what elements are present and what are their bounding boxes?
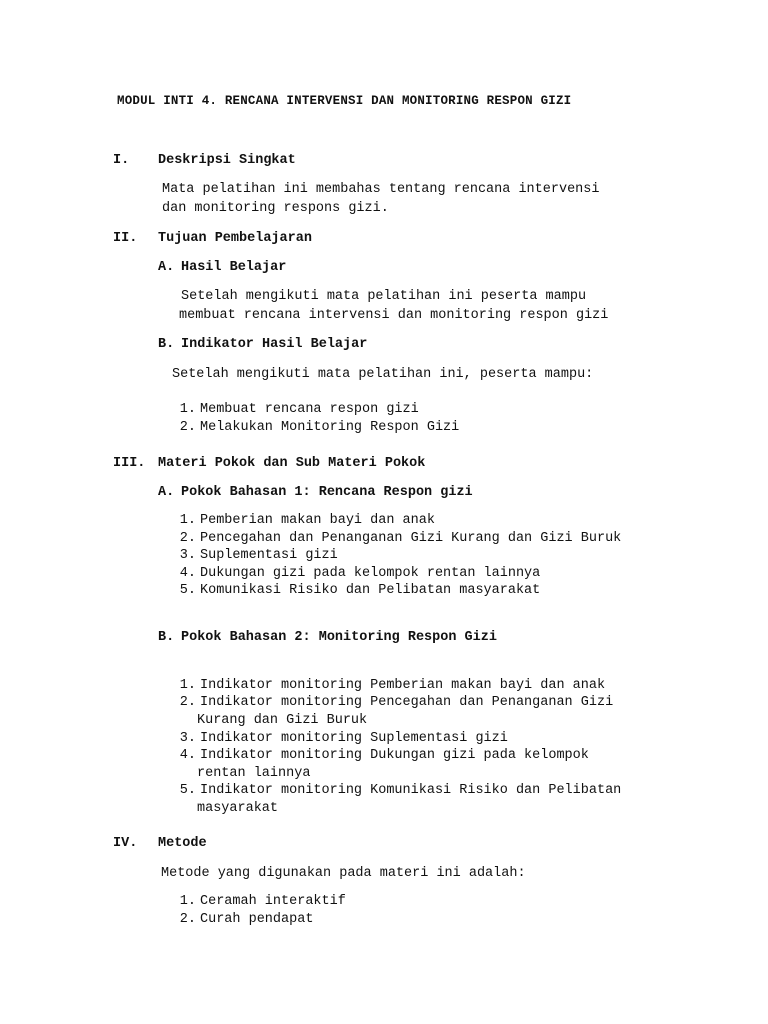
list-text: Indikator monitoring Pemberian makan bayi dan anak [200,678,606,693]
list-item [172,583,540,598]
list-text: Dukungan gizi pada kelompok rentan lainnya [200,566,541,581]
list-item [172,513,435,528]
list-number: 1. [179,402,196,417]
section-1-paragraph-line-2: dan monitoring respons gizi. [162,201,389,216]
document-title: MODUL INTI 4. RENCANA INTERVENSI DAN MONITORING RESPON GIZI [117,94,572,108]
list-number: 4. [179,748,196,763]
list-item [172,531,621,546]
list-number: 2. [179,695,196,710]
section-4-title: Metode [158,836,207,851]
list-number: 3. [179,548,196,563]
list-number: 3. [179,731,196,746]
section-2b-title: Indikator Hasil Belajar [181,337,368,352]
list-text: Indikator monitoring Komunikasi Risiko dan Pelibatan [200,783,622,798]
section-2-number: II. [113,231,138,246]
list-item [172,783,621,798]
list-text: Pemberian makan bayi dan anak [200,513,435,528]
section-3a-title: Pokok Bahasan 1: Rencana Respon gizi [181,485,473,500]
list-text: Indikator monitoring Pencegahan dan Penanganan Gizi [200,695,614,710]
list-text: Komunikasi Risiko dan Pelibatan masyarakat [200,583,541,598]
list-text: Suplementasi gizi [200,548,338,563]
list-number: 1. [179,678,196,693]
section-4-number: IV. [113,836,138,851]
section-2a-title: Hasil Belajar [181,260,287,275]
list-number: 2. [179,531,196,546]
list-item [172,566,540,581]
list-item [172,894,346,909]
list-text-continuation: rentan lainnya [197,766,311,781]
list-item [172,420,459,435]
section-1-title: Deskripsi Singkat [158,153,296,168]
section-3-number: III. [113,456,146,471]
list-item [172,678,605,693]
list-number: 1. [179,513,196,528]
section-2a-paragraph-line-2: membuat rencana intervensi dan monitoring respon gizi [179,308,609,323]
list-number: 5. [179,583,196,598]
list-number: 2. [179,912,196,927]
list-item [172,695,613,710]
list-text-continuation: masyarakat [197,801,279,816]
section-1-number: I. [113,153,130,168]
list-item [172,731,508,746]
list-text-continuation: Kurang dan Gizi Buruk [197,713,368,728]
list-text: Pencegahan dan Penanganan Gizi Kurang dan Gizi Buruk [200,531,622,546]
list-number: 4. [179,566,196,581]
list-text: Curah pendapat [200,912,314,927]
section-1-paragraph-line-1: Mata pelatihan ini membahas tentang rencana intervensi [162,182,600,197]
list-number: 1. [179,894,196,909]
section-3b-title: Pokok Bahasan 2: Monitoring Respon Gizi [181,630,497,645]
list-item [172,912,313,927]
list-number: 5. [179,783,196,798]
section-3-title: Materi Pokok dan Sub Materi Pokok [158,456,426,471]
section-4-paragraph: Metode yang digunakan pada materi ini adalah: [161,866,526,881]
list-number: 2. [179,420,196,435]
list-text: Indikator monitoring Dukungan gizi pada kelompok [200,748,589,763]
list-text: Melakukan Monitoring Respon Gizi [200,420,460,435]
list-item [172,748,589,763]
section-3b-letter: B. [158,630,175,645]
section-2a-paragraph-line-1: Setelah mengikuti mata pelatihan ini peserta mampu [181,289,587,304]
list-item [172,548,338,563]
list-item [172,402,419,417]
section-2b-letter: B. [158,337,175,352]
section-3a-letter: A. [158,485,175,500]
section-2a-letter: A. [158,260,175,275]
list-text: Indikator monitoring Suplementasi gizi [200,731,508,746]
list-text: Membuat rencana respon gizi [200,402,419,417]
list-text: Ceramah interaktif [200,894,346,909]
section-2-title: Tujuan Pembelajaran [158,231,312,246]
section-2b-paragraph: Setelah mengikuti mata pelatihan ini, peserta mampu: [172,367,594,382]
